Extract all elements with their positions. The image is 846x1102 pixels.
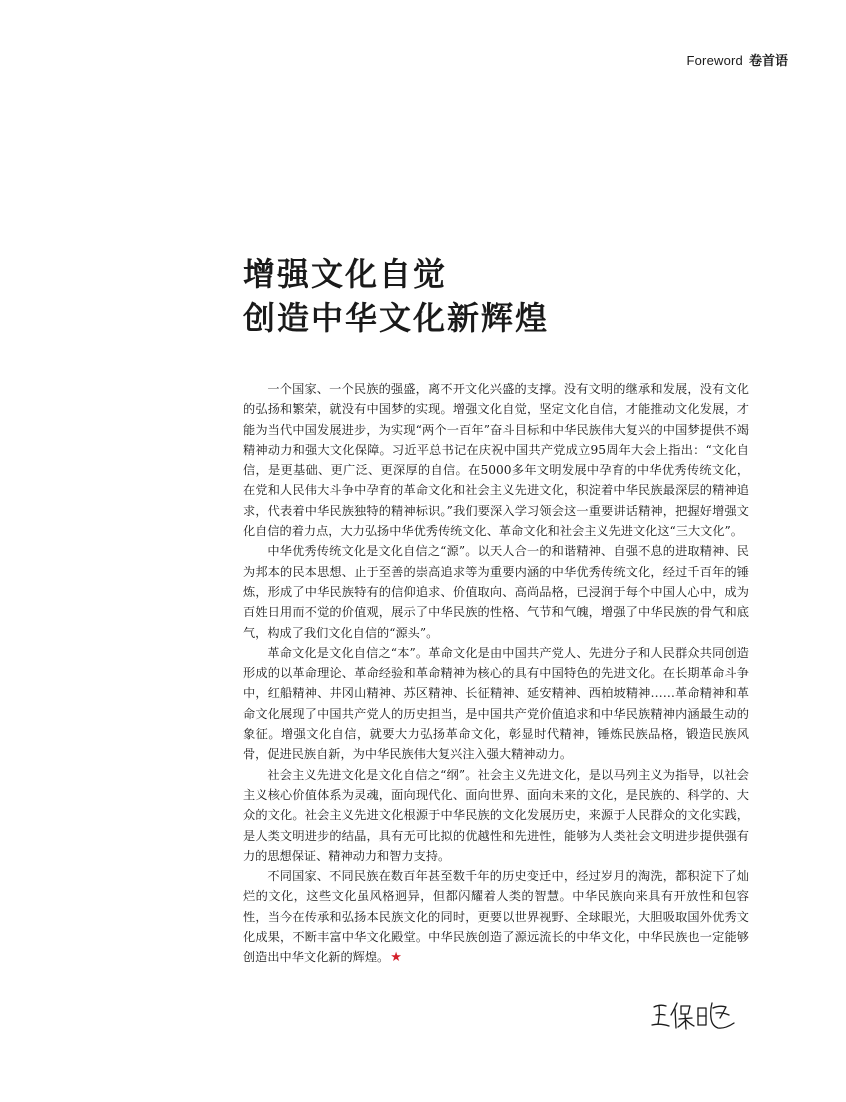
article-body	[243, 379, 749, 969]
title-line-1: 增强文化自觉	[243, 255, 448, 293]
body-paragraph-text: 不同国家、不同民族在数百年甚至数千年的历史变迁中，经过岁月的淘洗，都积淀下了灿烂的文化，这些文化虽风格迥异，但都闪耀着人类的智慧。中华民族向来具有开放性和包容性，当今在传承和弘扬本民族文化的同时，更要以世界视野、全球眼光，大胆吸取国外优秀文化成果，不断丰富中华文化殿堂。中华民族创造了源远流长的中华文化，中华民族也一定能够创造出中华文化新的辉煌。	[243, 869, 749, 965]
body-paragraph: 社会主义先进文化是文化自信之“纲”。社会主义先进文化，是以马列主义为指导，以社会主义核心价值体系为灵魂，面向现代化、面向世界、面向未来的文化，是民族的、科学的、大众的文化。社会主义先进文化根源于中华民族的文化发展历史，来源于人民群众的文化实践，是人类文明进步的结晶，具有无可比拟的优越性和先进性，能够为人类社会文明进步提供强有力的思想保证、精神动力和智力支持。	[243, 767, 749, 863]
body-paragraph-last	[243, 866, 749, 968]
running-head	[686, 50, 788, 69]
end-star-icon: ★	[390, 950, 402, 966]
title-line-2: 创造中华文化新辉煌	[243, 299, 550, 337]
article-title	[243, 252, 763, 340]
signature	[650, 998, 740, 1032]
section-label-en: Foreword	[686, 53, 743, 68]
body-paragraph: 一个国家、一个民族的强盛，离不开文化兴盛的支撑。没有文明的继承和发展，没有文化的弘扬和繁荣，就没有中国梦的实现。增强文化自觉，坚定文化自信，才能推动文化发展，才能为当代中国发展进步，为实现“两个一百年”奋斗目标和中华民族伟大复兴的中国梦提供不竭精神动力和强大文化保障。习近平总书记在庆祝中国共产党成立95周年大会上指出：“文化自信，是更基础、更广泛、更深厚的自信。在5000多年文明发展中孕育的中华优秀传统文化，在党和人民伟大斗争中孕育的革命文化和社会主义先进文化，积淀着中华民族最深层的精神追求，代表着中华民族独特的精神标识。”我们要深入学习领会这一重要讲话精神，把握好增强文化自信的着力点，大力弘扬中华优秀传统文化、革命文化和社会主义先进文化这“三大文化”。	[243, 382, 750, 539]
section-label-zh: 卷首语	[748, 53, 788, 68]
body-paragraph: 中华优秀传统文化是文化自信之“源”。以天人合一的和谐精神、自强不息的进取精神、民为邦本的民本思想、止于至善的崇高追求等为重要内涵的中华优秀传统文化，经过千百年的锤炼，形成了中华民族特有的信仰追求、价值取向、高尚品格，已浸润于每个中国人心中，成为百姓日用而不觉的价值观，展示了中华民族的性格、气节和气魄，增强了中华民族的骨气和底气，构成了我们文化自信的“源头”。	[243, 544, 749, 640]
body-paragraph: 革命文化是文化自信之“本”。革命文化是由中国共产党人、先进分子和人民群众共同创造形成的以革命理论、革命经验和革命精神为核心的具有中国特色的先进文化。在长期革命斗争中，红船精神、井冈山精神、苏区精神、长征精神、延安精神、西柏坡精神……革命精神和革命文化展现了中国共产党人的历史担当，是中国共产党价值追求和中华民族精神内涵最生动的象征。增强文化自信，就要大力弘扬革命文化，彰显时代精神，锤炼民族品格，锻造民族风骨，促进民族自新，为中华民族伟大复兴注入强大精神动力。	[243, 645, 749, 762]
